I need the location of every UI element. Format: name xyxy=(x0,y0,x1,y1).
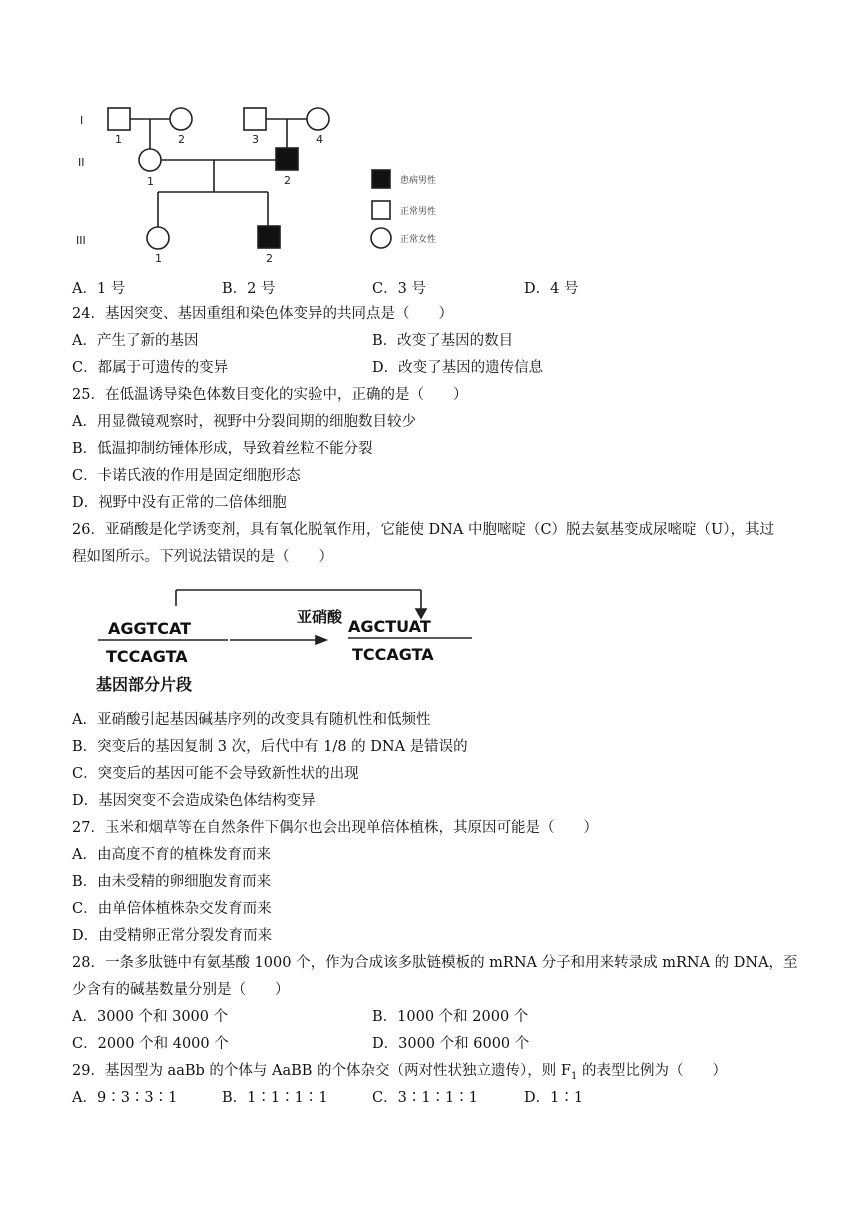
gen-label-2: II xyxy=(78,156,85,169)
q23-option-b[interactable]: B．2 号 xyxy=(222,281,276,297)
gen1-female-4 xyxy=(307,108,329,130)
q24-option-b[interactable]: B．改变了基因的数目 xyxy=(372,333,514,349)
gen1-num-4: 4 xyxy=(316,133,323,146)
q28-stem-line1: 28．一条多肽链中有氨基酸 1000 个，作为合成该多肽链模板的 mRNA 分子和用来转录成 mRNA 的 DNA，至 xyxy=(72,955,798,971)
gen-label-3: III xyxy=(76,234,86,247)
gen1-num-3: 3 xyxy=(252,133,259,146)
gen3-num-2: 2 xyxy=(266,252,273,265)
q24-option-a[interactable]: A．产生了新的基因 xyxy=(72,333,199,349)
q24-option-d[interactable]: D．改变了基因的遗传信息 xyxy=(372,360,544,376)
strand-bottom-before: TCCAGTA xyxy=(106,647,188,666)
dna-mutation-figure xyxy=(72,576,482,700)
q27-stem: 27．玉米和烟草等在自然条件下偶尔也会出现单倍体植株，其原因可能是（ ） xyxy=(72,820,598,836)
q23-option-c[interactable]: C．3 号 xyxy=(372,281,426,297)
gen2-affected-male-2 xyxy=(276,148,298,170)
legend-affected-male-symbol xyxy=(372,170,390,188)
q29-stem-pre: 29．基因型为 aaBb 的个体与 AaBB 的个体杂交（两对性状独立遗传），则 F xyxy=(72,1063,571,1079)
q25-option-b[interactable]: B．低温抑制纺锤体形成，导致着丝粒不能分裂 xyxy=(72,441,373,457)
q29-option-b[interactable]: B．1∶1∶1∶1 xyxy=(222,1090,328,1106)
gen1-female-2 xyxy=(170,108,192,130)
legend-affected-male: 患病男性 xyxy=(400,176,437,186)
q26-option-c[interactable]: C．突变后的基因可能不会导致新性状的出现 xyxy=(72,766,359,782)
q28-option-b[interactable]: B．1000 个和 2000 个 xyxy=(372,1009,529,1025)
q29-stem-post: 的表型比例为（ ） xyxy=(577,1063,727,1079)
gen2-num-1: 1 xyxy=(147,175,154,188)
gen-label-1: I xyxy=(80,114,84,127)
q29-option-d[interactable]: D．1∶1 xyxy=(524,1090,584,1106)
q29-stem-sub: 1 xyxy=(570,1070,578,1082)
q23-option-a[interactable]: A．1 号 xyxy=(72,281,126,297)
strand-bottom-after: TCCAGTA xyxy=(352,645,434,664)
q23-option-d[interactable]: D．4 号 xyxy=(524,281,579,297)
q27-option-d[interactable]: D．由受精卵正常分裂发育而来 xyxy=(72,928,273,944)
strand-top-before: AGGTCAT xyxy=(108,619,192,638)
q28-option-c[interactable]: C．2000 个和 4000 个 xyxy=(72,1036,229,1052)
legend-normal-female-symbol xyxy=(371,228,391,248)
gen1-num-2: 2 xyxy=(178,133,185,146)
legend-normal-male: 正常男性 xyxy=(400,207,437,217)
arrow-head-right xyxy=(316,636,326,644)
q27-option-b[interactable]: B．由未受精的卵细胞发育而来 xyxy=(72,874,272,890)
q28-option-d[interactable]: D．3000 个和 6000 个 xyxy=(372,1036,530,1052)
gen3-female-1 xyxy=(147,227,169,249)
q25-option-c[interactable]: C．卡诺氏液的作用是固定细胞形态 xyxy=(72,468,301,484)
gen2-num-2: 2 xyxy=(284,174,291,187)
q26-option-b[interactable]: B．突变后的基因复制 3 次，后代中有 1/8 的 DNA 是错误的 xyxy=(72,739,468,755)
legend-normal-male-symbol xyxy=(372,201,390,219)
gen3-affected-male-2 xyxy=(258,226,280,248)
q26-stem-line1: 26．亚硝酸是化学诱变剂，具有氧化脱氧作用，它能使 DNA 中胞嘧啶（C）脱去氨基变成尿嘧啶（U），其过 xyxy=(72,522,775,538)
q24-option-c[interactable]: C．都属于可遗传的变异 xyxy=(72,360,229,376)
figure-caption: 基因部分片段 xyxy=(96,675,193,694)
gen1-male-3 xyxy=(244,108,266,130)
gen1-male-1 xyxy=(108,108,130,130)
q29-option-a[interactable]: A．9∶3∶3∶1 xyxy=(72,1090,178,1106)
pedigree-chart xyxy=(72,98,492,278)
q26-option-a[interactable]: A．亚硝酸引起基因碱基序列的改变具有随机性和低频性 xyxy=(72,712,431,728)
q26-stem-line2: 程如图所示。下列说法错误的是（ ） xyxy=(72,549,333,565)
legend-normal-female: 正常女性 xyxy=(400,235,437,245)
q24-stem: 24．基因突变、基因重组和染色体变异的共同点是（ ） xyxy=(72,306,453,322)
q28-option-a[interactable]: A．3000 个和 3000 个 xyxy=(72,1009,229,1025)
agent-label: 亚硝酸 xyxy=(297,608,343,626)
q29-stem xyxy=(72,1061,727,1087)
q29-option-c[interactable]: C．3∶1∶1∶1 xyxy=(372,1090,478,1106)
strand-top-after: AGCTUAT xyxy=(348,617,431,636)
q25-stem: 25．在低温诱导染色体数目变化的实验中，正确的是（ ） xyxy=(72,387,468,403)
q26-option-d[interactable]: D．基因突变不会造成染色体结构变异 xyxy=(72,793,316,809)
q27-option-a[interactable]: A．由高度不育的植株发育而来 xyxy=(72,847,271,863)
q27-option-c[interactable]: C．由单倍体植株杂交发育而来 xyxy=(72,901,272,917)
q25-option-d[interactable]: D．视野中没有正常的二倍体细胞 xyxy=(72,495,287,511)
q28-stem-line2: 少含有的碱基数量分别是（ ） xyxy=(72,982,290,998)
q25-option-a[interactable]: A．用显微镜观察时，视野中分裂间期的细胞数目较少 xyxy=(72,414,416,430)
gen1-num-1: 1 xyxy=(115,133,122,146)
gen2-female-1 xyxy=(139,149,161,171)
gen3-num-1: 1 xyxy=(155,252,162,265)
